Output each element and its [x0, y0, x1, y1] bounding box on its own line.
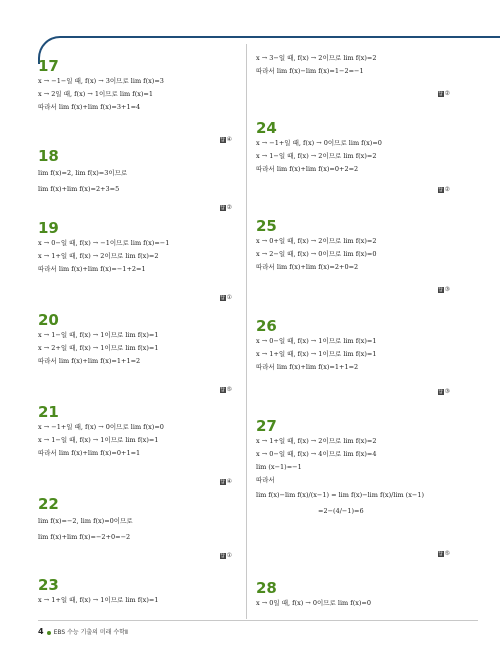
solution-line: x → −1+일 때, f(x) → 0이므로 lim f(x)=0 — [38, 423, 164, 431]
solution-line: x → 0일 때, f(x) → 0이므로 lim f(x)=0 — [256, 599, 372, 607]
problem-number: 27 — [256, 417, 277, 435]
solution-line: lim f(x)=2, lim f(x)=3이므로 — [38, 169, 128, 177]
solution-line: 따라서 lim f(x)+lim f(x)=1+1=2 — [256, 363, 359, 371]
answer-badge: 답 ⑤ — [438, 550, 450, 557]
solution-line: x → 1−일 때, f(x) → 1이므로 lim f(x)=1 — [38, 331, 159, 339]
problem-23 — [38, 577, 238, 609]
answer-badge: 답 ② — [438, 186, 450, 193]
solution-line: x → 1+일 때, f(x) → 2이므로 lim f(x)=2 — [256, 437, 377, 445]
bullet-icon — [47, 631, 51, 635]
problem-number: 24 — [256, 119, 277, 137]
book-title: EBS 수능 기출의 미래 수학Ⅱ — [53, 629, 128, 636]
answer-badge: 답 ④ — [220, 136, 232, 143]
problem-number: 26 — [256, 317, 277, 335]
page-footer — [38, 627, 128, 636]
solution-line: x → 2+일 때, f(x) → 1이므로 lim f(x)=1 — [38, 344, 159, 352]
solution-line: x → 0−일 때, f(x) → −1이므로 lim f(x)=−1 — [38, 239, 170, 247]
answer-badge: 답 ① — [220, 294, 232, 301]
problem-number: 18 — [38, 147, 59, 165]
solution-line: 따라서 lim f(x)+lim f(x)=0+2=2 — [256, 165, 359, 173]
solution-line: lim f(x)+lim f(x)=−2+0=−2 — [38, 533, 131, 541]
solution-line: x → 0−일 때, f(x) → 1이므로 lim f(x)=1 — [256, 337, 377, 345]
solution-line: 따라서 lim f(x)+lim f(x)=2+0=2 — [256, 263, 359, 271]
answer-badge: 답 ③ — [438, 286, 450, 293]
problem-number: 17 — [38, 57, 59, 75]
problem-28 — [256, 580, 456, 612]
solution-line: x → −1−일 때, f(x) → 3이므로 lim f(x)=3 — [38, 77, 164, 85]
solution-line: 따라서 — [256, 476, 275, 484]
problem-number: 23 — [38, 576, 59, 594]
problem-number: 25 — [256, 217, 277, 235]
problem-number: 28 — [256, 579, 277, 597]
problem-18 — [38, 147, 238, 211]
problem-number: 20 — [38, 311, 59, 329]
solution-line: lim f(x)=−2, lim f(x)=0이므로 — [38, 517, 133, 525]
solution-line: lim (x−1)=−1 — [256, 463, 302, 471]
problem-number: 21 — [38, 403, 59, 421]
solution-line: x → −1+일 때, f(x) → 0이므로 lim f(x)=0 — [256, 139, 382, 147]
solution-line: lim f(x)+lim f(x)=2+3=5 — [38, 185, 120, 193]
problem-26 — [256, 317, 456, 395]
solution-line: x → 0−일 때, f(x) → 4이므로 lim f(x)=4 — [256, 450, 377, 458]
problem-20 — [38, 311, 238, 393]
problem-17 — [38, 57, 238, 143]
answer-badge: 답 ② — [438, 90, 450, 97]
answer-badge: 답 ⑤ — [220, 386, 232, 393]
page-number: 4 — [38, 627, 44, 636]
solution-line: =2−(4/−1)=6 — [318, 507, 364, 515]
problem-21 — [38, 403, 238, 485]
problem-number: 22 — [38, 495, 59, 513]
problem-24 — [256, 119, 456, 193]
solution-line: x → 1−일 때, f(x) → 2이므로 lim f(x)=2 — [256, 152, 377, 160]
solution-line: 따라서 lim f(x)+lim f(x)=1+1=2 — [38, 357, 141, 365]
problem-number: 19 — [38, 219, 59, 237]
solution-line: 따라서 lim f(x)+lim f(x)=0+1=1 — [38, 449, 141, 457]
solution-line: 따라서 lim f(x)−lim f(x)=1−2=−1 — [256, 67, 364, 75]
solution-line: x → 3−일 때, f(x) → 2이므로 lim f(x)=2 — [256, 54, 377, 62]
solution-line: 따라서 lim f(x)+lim f(x)=3+1=4 — [38, 103, 141, 111]
problem-25 — [256, 217, 456, 293]
problem-27 — [256, 417, 456, 557]
answer-badge: 답 ③ — [438, 388, 450, 395]
answer-badge: 답 ④ — [220, 478, 232, 485]
solution-line: x → 0+일 때, f(x) → 2이므로 lim f(x)=2 — [256, 237, 377, 245]
column-divider — [246, 44, 247, 619]
header-rule — [62, 36, 500, 38]
solution-line: x → 1+일 때, f(x) → 1이므로 lim f(x)=1 — [38, 596, 159, 604]
problem-22 — [38, 495, 238, 559]
solution-line: x → 2일 때, f(x) → 1이므로 lim f(x)=1 — [38, 90, 154, 98]
solution-line: x → 1+일 때, f(x) → 1이므로 lim f(x)=1 — [256, 350, 377, 358]
problem-19 — [38, 219, 238, 301]
answer-badge: 답 ① — [220, 552, 232, 559]
solution-line: 따라서 lim f(x)+lim f(x)=−1+2=1 — [38, 265, 146, 273]
solution-line: x → 2−일 때, f(x) → 0이므로 lim f(x)=0 — [256, 250, 377, 258]
solution-line: x → 1+일 때, f(x) → 2이므로 lim f(x)=2 — [38, 252, 159, 260]
answer-badge: 답 ② — [220, 204, 232, 211]
solution-line: lim f(x)−lim f(x)/(x−1) = lim f(x)−lim f(x)/lim (x−1) — [256, 491, 425, 499]
problem-23-continued — [256, 54, 456, 97]
footer-rule — [38, 620, 478, 621]
solution-line: x → 1−일 때, f(x) → 1이므로 lim f(x)=1 — [38, 436, 159, 444]
